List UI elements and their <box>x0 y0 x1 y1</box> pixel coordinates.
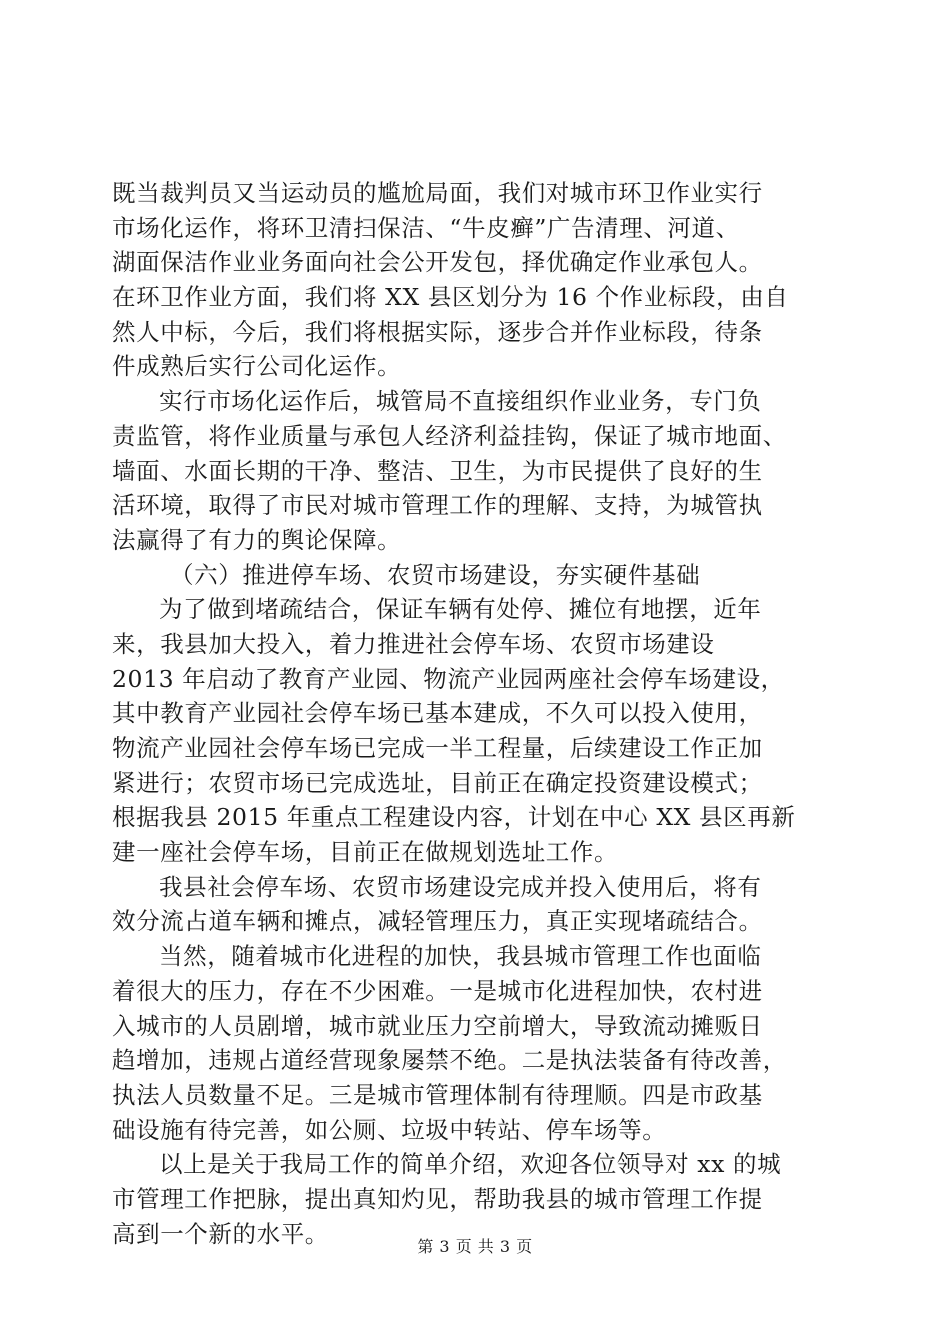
text-line: 墙面、水面长期的干净、整洁、卫生，为市民提供了良好的生 <box>112 456 763 485</box>
text-line: 然人中标，今后，我们将根据实际，逐步合并作业标段，待条 <box>112 317 763 346</box>
text-line: 入城市的人员剧增，城市就业压力空前增大，导致流动摊贩日 <box>112 1011 763 1040</box>
page-footer: 第 3 页 共 3 页 <box>417 1237 533 1256</box>
text-line: 趋增加，违规占道经营现象屡禁不绝。二是执法装备有待改善， <box>112 1046 787 1075</box>
text-line: 为了做到堵疏结合，保证车辆有处停、摊位有地摆，近年 <box>159 595 762 624</box>
text-line: 以上是关于我局工作的简单介绍，欢迎各位领导对 xx 的城 <box>159 1150 782 1179</box>
text-line: 件成熟后实行公司化运作。 <box>112 352 402 381</box>
text-line: 湖面保洁作业业务面向社会公开发包，择优确定作业承包人。 <box>112 248 763 277</box>
text-line: 根据我县 2015 年重点工程建设内容，计划在中心 XX 县区再新 <box>112 803 796 832</box>
text-line: 既当裁判员又当运动员的尴尬局面，我们对城市环卫作业实行 <box>112 179 763 207</box>
section-heading: （六）推进停车场、农贸市场建设，夯实硬件基础 <box>170 560 701 589</box>
text-line: 其中教育产业园社会停车场已基本建成，不久可以投入使用， <box>112 699 763 728</box>
text-line: 执法人员数量不足。三是城市管理体制有待理顺。四是市政基 <box>112 1080 763 1109</box>
text-line: 高到一个新的水平。 <box>112 1219 329 1248</box>
text-line: 责监管，将作业质量与承包人经济利益挂钩，保证了城市地面、 <box>112 421 787 450</box>
text-line: 来，我县加大投入，着力推进社会停车场、农贸市场建设 <box>112 629 715 658</box>
text-line: 效分流占道车辆和摊点，减轻管理压力，真正实现堵疏结合。 <box>112 907 763 936</box>
text-line: 我县社会停车场、农贸市场建设完成并投入使用后，将有 <box>159 872 762 901</box>
text-line: 活环境，取得了市民对城市管理工作的理解、支持，为城管执 <box>112 491 763 520</box>
text-line: 着很大的压力，存在不少困难。一是城市化进程加快，农村进 <box>112 976 763 1005</box>
text-line: 市管理工作把脉，提出真知灼见，帮助我县的城市管理工作提 <box>112 1184 763 1213</box>
text-line: 建一座社会停车场，目前正在做规划选址工作。 <box>112 838 619 867</box>
text-line: 法赢得了有力的舆论保障。 <box>112 525 402 554</box>
text-line: 实行市场化运作后，城管局不直接组织作业业务，专门负 <box>159 387 762 416</box>
text-line: 2013 年启动了教育产业园、物流产业园两座社会停车场建设， <box>112 664 785 693</box>
text-line: 物流产业园社会停车场已完成一半工程量，后续建设工作正加 <box>112 734 763 762</box>
text-line: 在环卫作业方面，我们将 XX 县区划分为 16 个作业标段，由自 <box>112 283 789 312</box>
text-line: 市场化运作，将环卫清扫保洁、“牛皮癣”广告清理、河道、 <box>112 213 740 242</box>
text-line: 础设施有待完善，如公厕、垃圾中转站、停车场等。 <box>112 1115 667 1144</box>
text-line: 紧进行；农贸市场已完成选址，目前正在确定投资建设模式； <box>112 768 763 797</box>
body-text <box>112 176 832 1251</box>
text-line: 当然，随着城市化进程的加快，我县城市管理工作也面临 <box>159 942 762 971</box>
